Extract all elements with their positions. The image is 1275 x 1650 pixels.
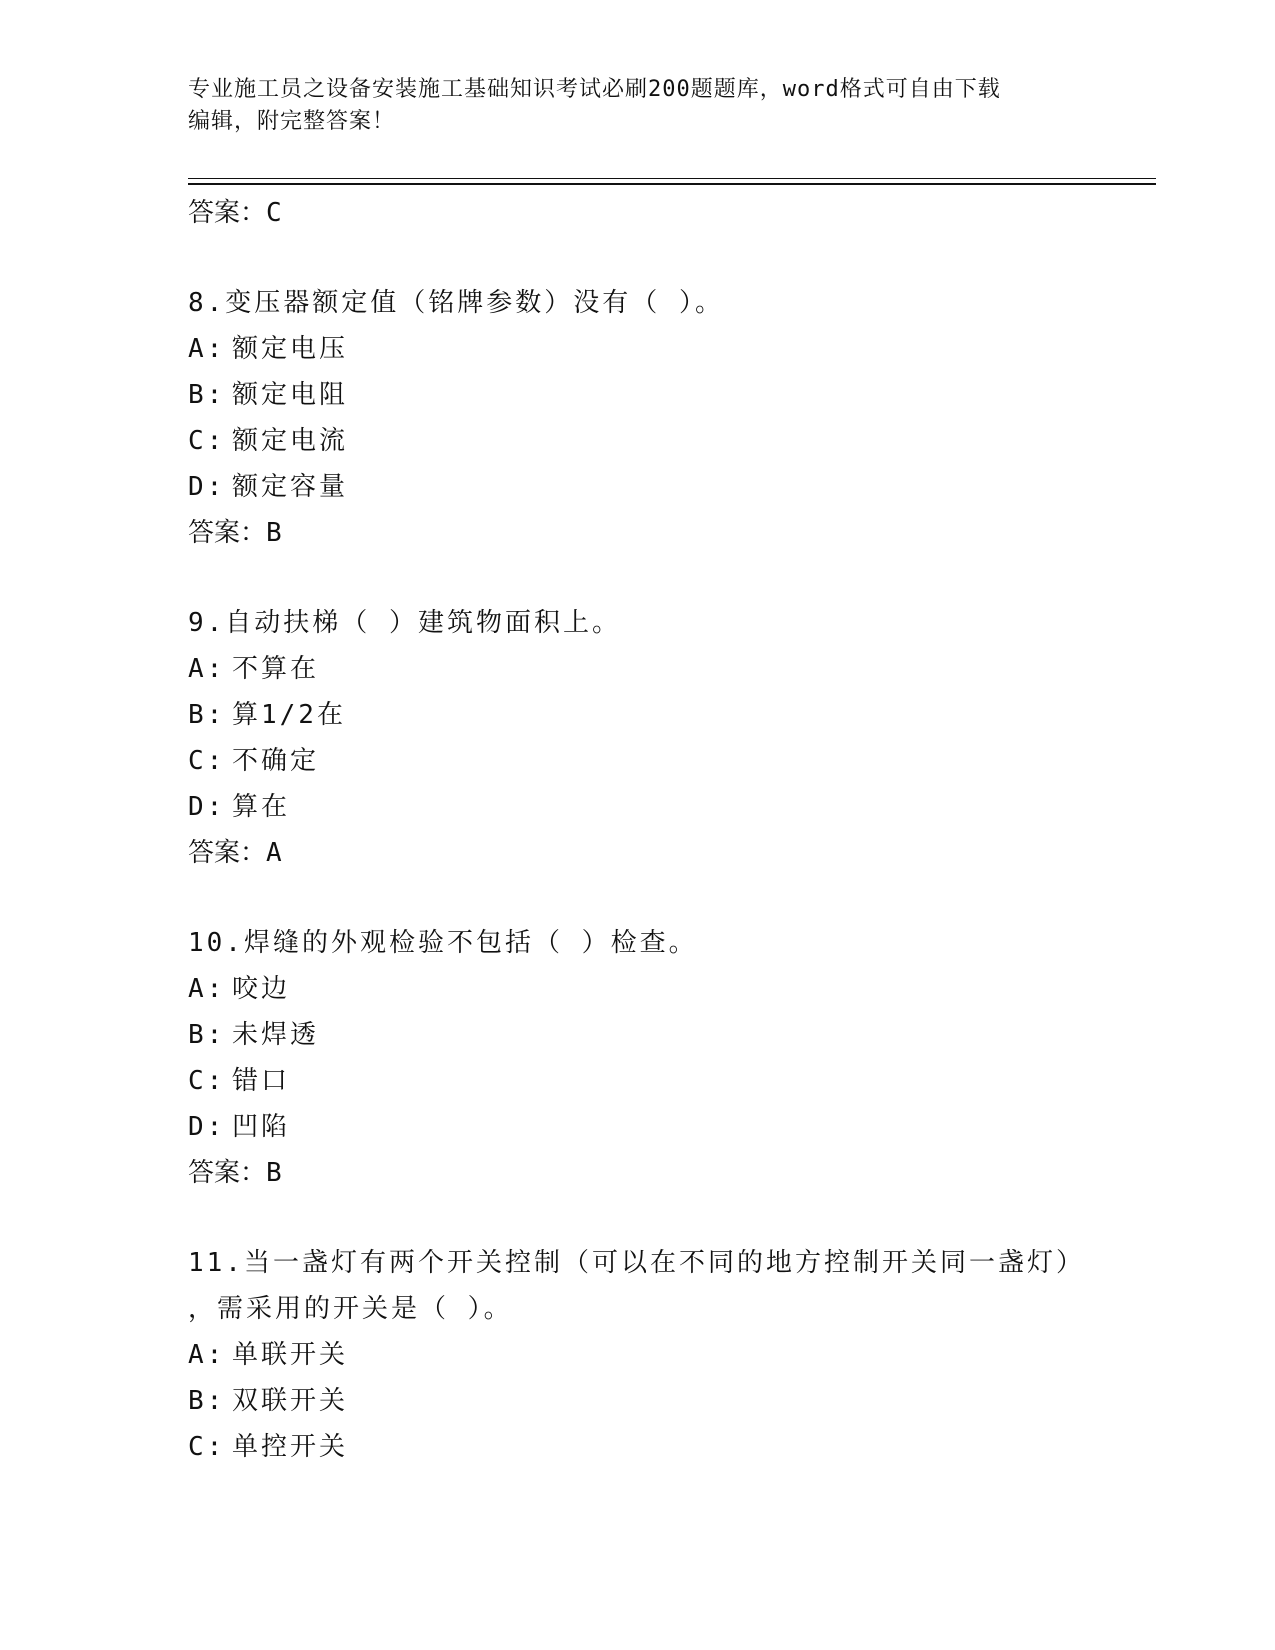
header-line-1: 专业施工员之设备安装施工基础知识考试必刷200题题库，word格式可自由下载: [188, 77, 1001, 102]
spacer: [188, 236, 1088, 280]
option-letter: B:: [188, 700, 226, 730]
option-letter: B:: [188, 380, 226, 410]
question-block: [188, 280, 1088, 556]
option-letter: D:: [188, 1112, 226, 1142]
option-letter: D:: [188, 472, 226, 502]
header-divider-thin: [188, 178, 1156, 179]
option-text: 双联开关: [232, 1386, 349, 1416]
spacer: [188, 556, 1088, 600]
option-b: [188, 1012, 1088, 1058]
option-letter: C:: [188, 1432, 226, 1462]
question-list: [188, 190, 1088, 1470]
question-block: [188, 1240, 1088, 1470]
option-c: [188, 1424, 1088, 1470]
option-text: 额定电流: [232, 426, 349, 456]
option-c: [188, 738, 1088, 784]
question-text-line-1: 11.当一盏灯有两个开关控制（可以在不同的地方控制开关同一盏灯）: [188, 1248, 1085, 1278]
answer-value: B: [266, 518, 282, 548]
option-text: 不算在: [232, 654, 320, 684]
option-letter: A:: [188, 974, 226, 1004]
question-block: [188, 920, 1088, 1196]
option-letter: A:: [188, 334, 226, 364]
answer-value: A: [266, 838, 282, 868]
option-text: 额定电阻: [232, 380, 349, 410]
spacer: [188, 1196, 1088, 1240]
answer-line: [188, 830, 1088, 876]
option-text: 算在: [232, 792, 291, 822]
option-text: 凹陷: [232, 1112, 291, 1142]
option-a: [188, 646, 1088, 692]
option-letter: C:: [188, 1066, 226, 1096]
answer-value: B: [266, 1158, 282, 1188]
answer-line: [188, 190, 1088, 236]
answer-label: 答案：: [188, 838, 267, 868]
option-text: 未焊透: [232, 1020, 320, 1050]
option-letter: C:: [188, 746, 226, 776]
option-text: 额定电压: [232, 334, 349, 364]
option-letter: B:: [188, 1020, 226, 1050]
option-a: [188, 326, 1088, 372]
option-letter: A:: [188, 654, 226, 684]
answer-label: 答案：: [188, 518, 267, 548]
option-d: [188, 784, 1088, 830]
question-text: 9.自动扶梯（ ）建筑物面积上。: [188, 608, 621, 638]
option-letter: A:: [188, 1340, 226, 1370]
option-d: [188, 1104, 1088, 1150]
option-b: [188, 372, 1088, 418]
option-b: [188, 692, 1088, 738]
header-divider-thick: [188, 183, 1156, 185]
option-c: [188, 1058, 1088, 1104]
option-letter: B:: [188, 1386, 226, 1416]
spacer: [188, 876, 1088, 920]
option-b: [188, 1378, 1088, 1424]
question-text: 10.焊缝的外观检验不包括（ ）检查。: [188, 928, 698, 958]
question-text-line-2: ，需采用的开关是（ ）。: [188, 1294, 513, 1324]
option-text: 算1/2在: [232, 700, 346, 730]
answer-value: C: [266, 198, 282, 228]
question-block: [188, 600, 1088, 876]
answer-line: [188, 510, 1088, 556]
option-text: 咬边: [232, 974, 291, 1004]
answer-line: [188, 1150, 1088, 1196]
option-text: 单联开关: [232, 1340, 349, 1370]
answer-label: 答案：: [188, 198, 267, 228]
document-header: [188, 74, 1078, 138]
option-c: [188, 418, 1088, 464]
option-letter: D:: [188, 792, 226, 822]
option-text: 错口: [232, 1066, 291, 1096]
question-text: 8.变压器额定值（铭牌参数）没有（ ）。: [188, 288, 724, 318]
answer-label: 答案：: [188, 1158, 267, 1188]
option-text: 不确定: [232, 746, 320, 776]
header-line-2: 编辑，附完整答案！: [188, 109, 396, 134]
option-a: [188, 966, 1088, 1012]
option-text: 单控开关: [232, 1432, 349, 1462]
option-text: 额定容量: [232, 472, 349, 502]
option-letter: C:: [188, 426, 226, 456]
option-d: [188, 464, 1088, 510]
option-a: [188, 1332, 1088, 1378]
